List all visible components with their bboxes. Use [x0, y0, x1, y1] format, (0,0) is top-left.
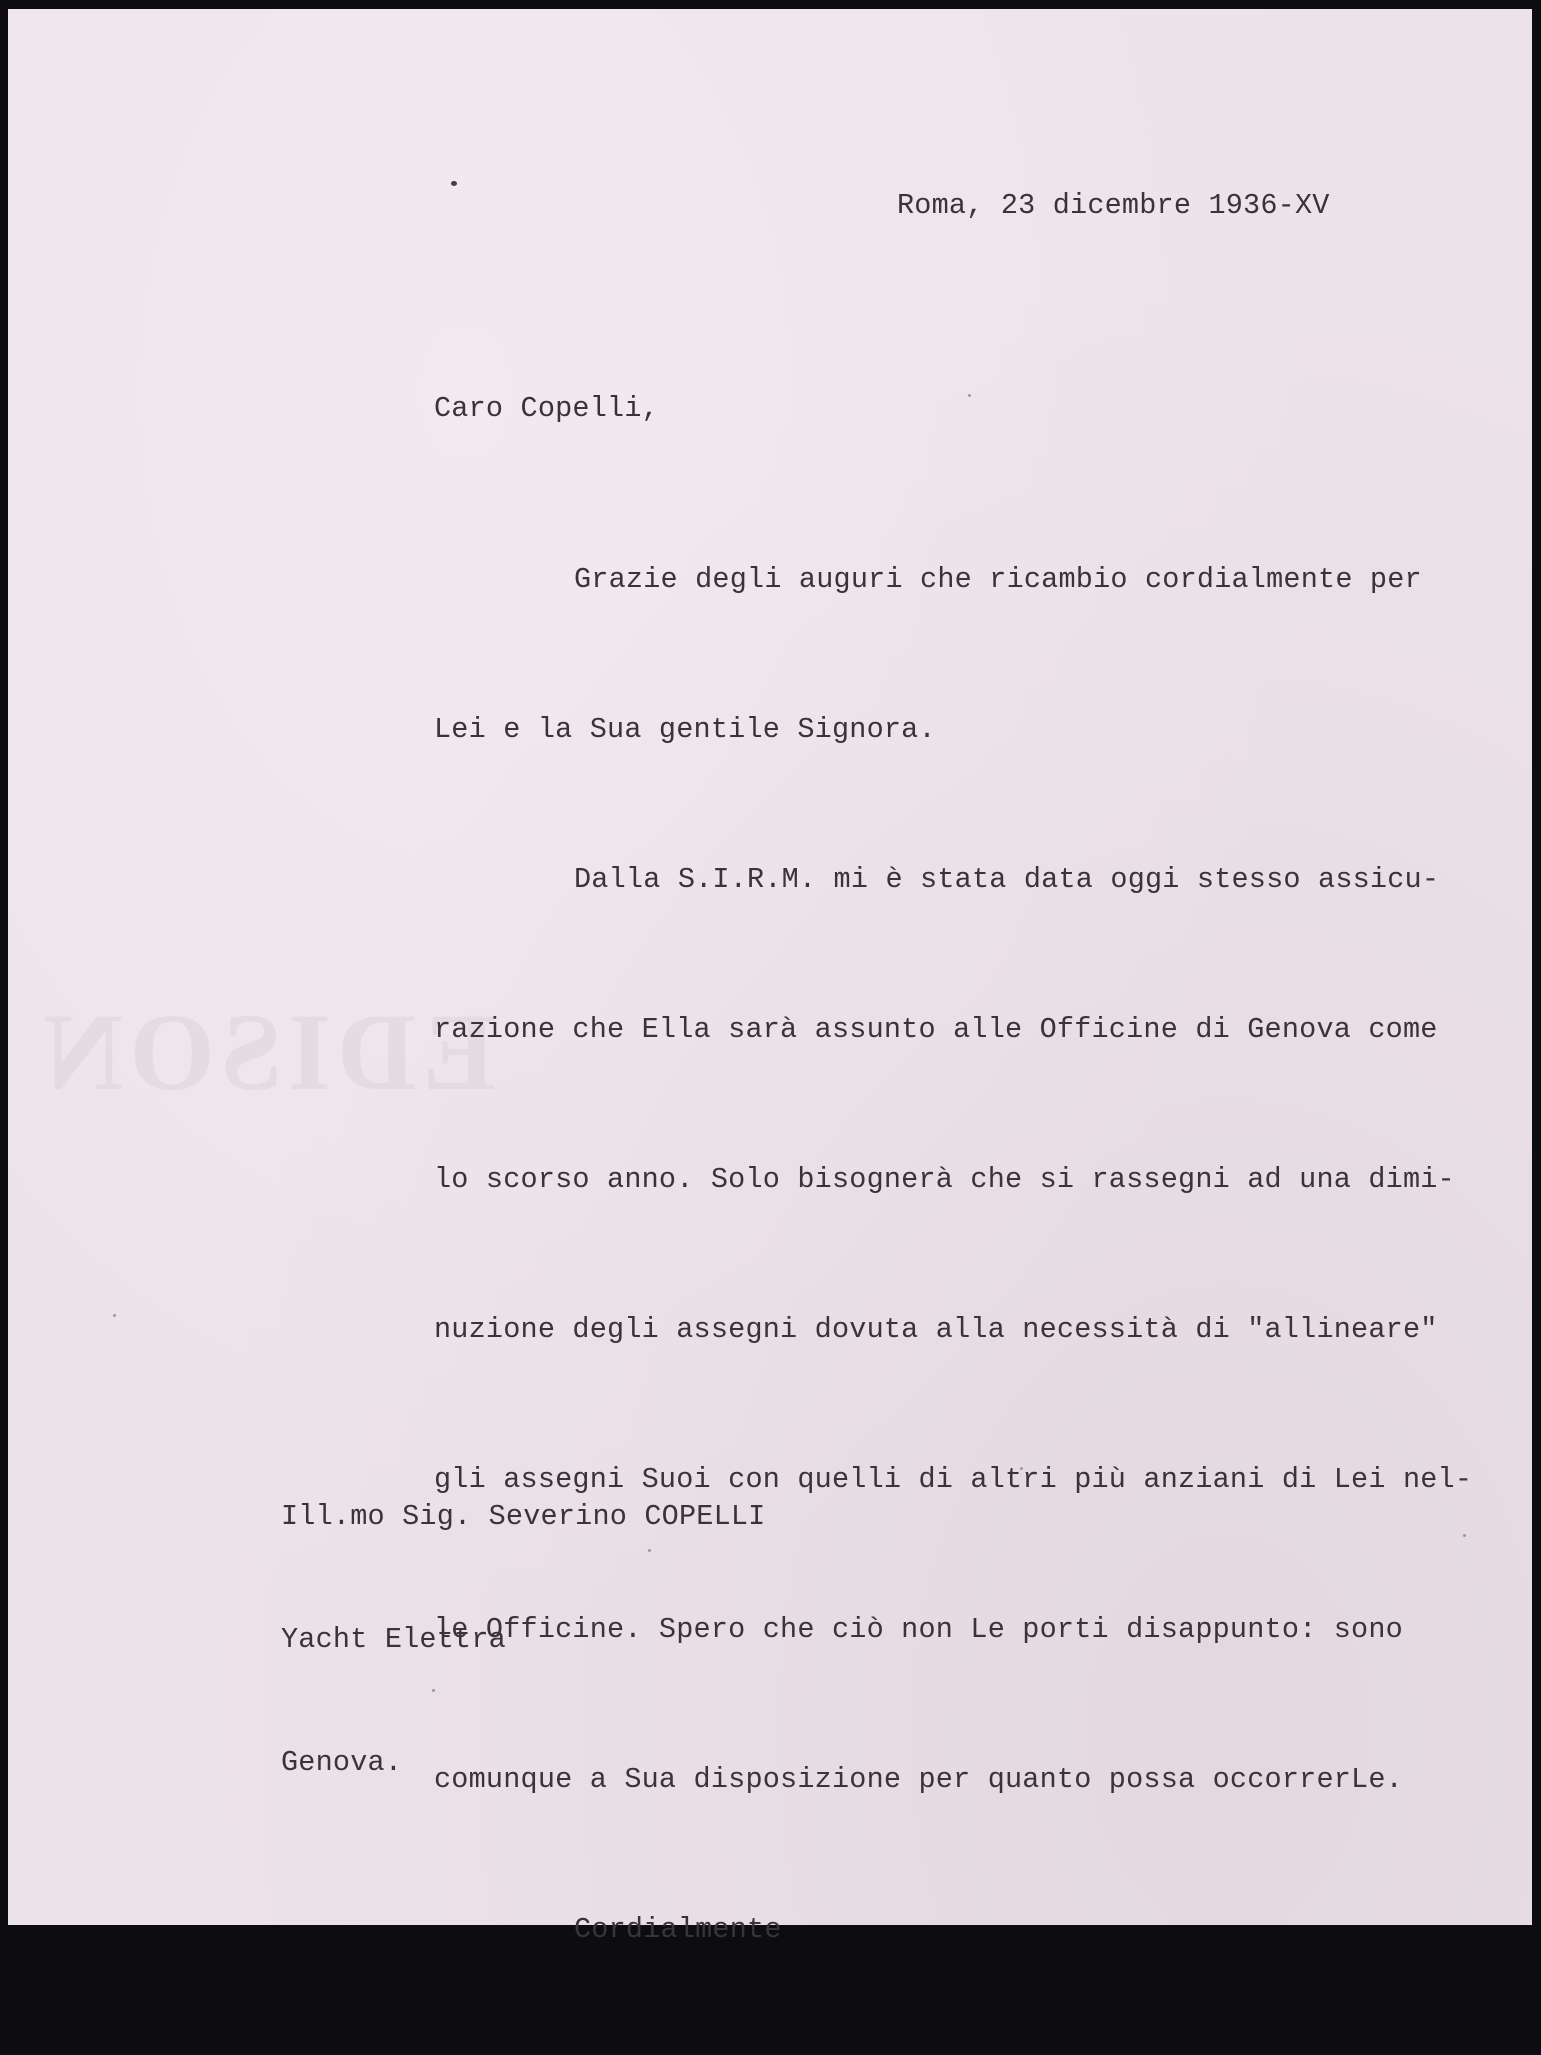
recipient-address	[281, 1414, 765, 1865]
closing: Cordialmente	[574, 1913, 782, 1946]
paper-dot	[113, 1314, 116, 1317]
letter-date: Roma, 23 dicembre 1936-XV	[897, 189, 1330, 222]
body-line: gli assegni Suoi con quelli di altri più anziani di Lei nel-	[434, 1463, 1473, 1496]
body-line: razione che Ella sarà assunto alle Officine di Genova come	[434, 1013, 1438, 1046]
address-line: Ill.mo Sig. Severino COPELLI	[281, 1500, 766, 1533]
address-line: Yacht Elettra	[281, 1623, 506, 1656]
body-line: le Officine. Spero che ciò non Le porti disappunto: sono	[434, 1613, 1403, 1646]
letter-salutation: Caro Copelli,	[434, 392, 659, 425]
ink-speck	[451, 181, 457, 186]
body-line: Grazie degli auguri che ricambio cordialmente per	[574, 563, 1422, 596]
letter-page	[8, 9, 1532, 1946]
show-through-ghost-text: EDISON	[38, 991, 496, 1113]
body-line: Lei e la Sua gentile Signora.	[434, 713, 936, 746]
body-line: nuzione degli assegni dovuta alla necessità di "allineare"	[434, 1313, 1438, 1346]
address-line: Genova.	[281, 1746, 403, 1779]
body-line: lo scorso anno. Solo bisognerà che si rassegni ad una dimi-	[434, 1163, 1455, 1196]
body-line: Dalla S.I.R.M. mi è stata data oggi stesso assicu-	[574, 863, 1440, 896]
body-line: comunque a Sua disposizione per quanto possa occorrerLe.	[434, 1763, 1403, 1796]
paper-dot	[968, 394, 971, 397]
